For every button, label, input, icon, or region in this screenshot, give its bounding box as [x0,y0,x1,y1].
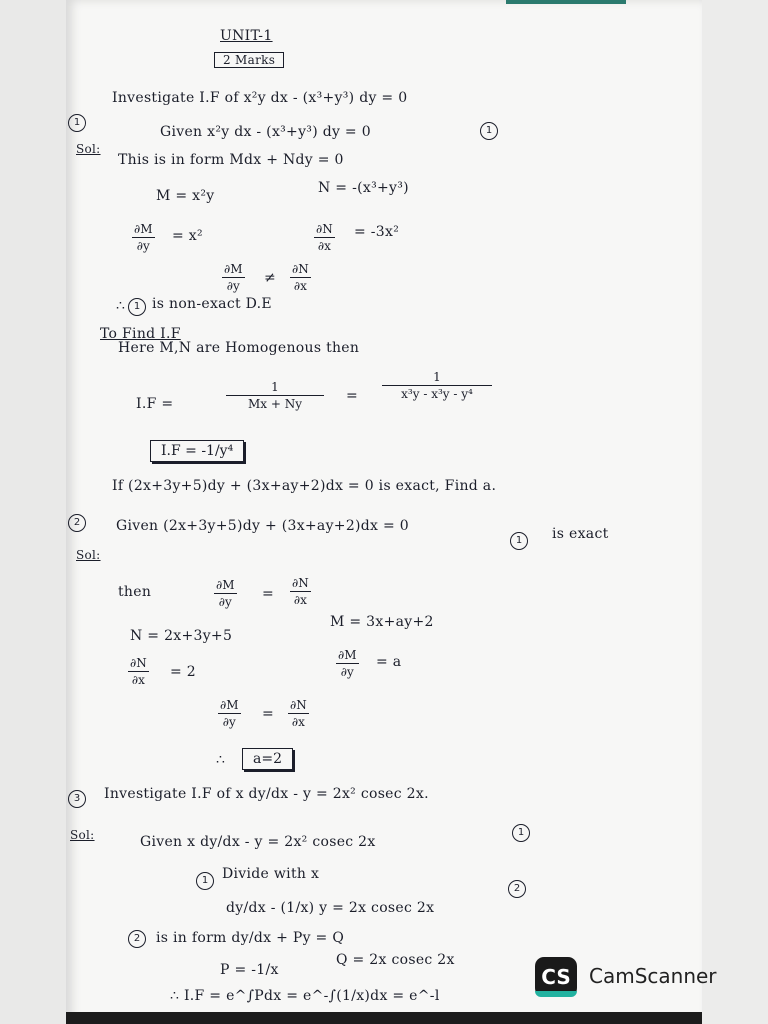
marks-box: 2 Marks [214,52,284,68]
unit-heading: UNIT-1 [220,28,273,44]
q2-m-def: M = 3x+ay+2 [330,614,434,630]
page-left-edge [0,0,66,1024]
q1-question: Investigate I.F of x²y dx - (x³+y³) dy = 0 [112,90,408,106]
q1-non-exact: is non-exact D.E [152,296,272,312]
q3-if-line: ∴ I.F = e^∫Pdx = e^-∫(1/x)dx = e^-l [170,988,440,1004]
q3-given: Given x dy/dx - y = 2x² cosec 2x [140,834,376,850]
equation-ref: 1 [196,872,214,890]
sol-label: Sol: [76,548,101,562]
top-edge-mark [506,0,626,4]
equation-ref: 2 [508,880,526,898]
q1-form: This is in form Mdx + Ndy = 0 [118,152,344,168]
equals-sign: = [346,388,359,404]
question-number: 1 [68,114,86,132]
equation-ref: 1 [480,122,498,140]
q1-dn-dx-compare: ∂N ∂x [292,262,309,293]
therefore-symbol: ∴ [116,298,126,314]
q1-not-equal: ≠ [264,270,277,286]
q1-dn-value: = -3x² [354,224,400,240]
q2-dn-dx-final: ∂N ∂x [290,698,307,729]
camscanner-logo-icon: CS [535,957,577,997]
q1-if-fraction-1: 1 Mx + Ny [226,380,324,411]
q2-result-box: a=2 [242,748,293,770]
q1-given: Given x²y dx - (x³+y³) dy = 0 [160,124,371,140]
equation-ref: 2 [128,930,146,948]
q2-then: then [118,584,152,600]
q2-dn-value: = 2 [170,664,196,680]
q1-to-find: To Find I.F [100,326,181,342]
q1-dm-dy-compare: ∂M ∂y [224,262,243,293]
q3-p-def: P = -1/x [220,962,279,978]
question-number: 2 [68,514,86,532]
q2-dm-dy: ∂M ∂y [216,578,235,609]
q1-m-def: M = x²y [156,188,215,204]
q1-homogenous: Here M,N are Homogenous then [118,340,360,356]
q2-given-tail: is exact [552,526,609,542]
q1-dm-value: = x² [172,228,203,244]
q2-question: If (2x+3y+5)dy + (3x+ay+2)dx = 0 is exact, Find a. [112,478,497,494]
q3-question: Investigate I.F of x dy/dx - y = 2x² cosec 2x. [104,786,429,802]
q2-dm-value: = a [376,654,402,670]
q2-given: Given (2x+3y+5)dy + (3x+ay+2)dx = 0 [116,518,409,534]
therefore-symbol: ∴ [216,752,226,768]
q2-dn-dx-value: ∂N ∂x [130,656,147,687]
q1-if-fraction-2: 1 x³y - x³y - y⁴ [382,370,492,401]
q2-dm-dy-final: ∂M ∂y [220,698,239,729]
q1-dn-dx: ∂N ∂x [316,222,333,253]
sol-label: Sol: [76,142,101,156]
q1-result-box: I.F = -1/y⁴ [150,440,244,462]
equation-ref: 1 [128,298,146,316]
q2-dn-dx: ∂N ∂x [292,576,309,607]
q1-n-def: N = -(x³+y³) [318,180,409,196]
q1-if-lhs: I.F = [136,396,174,412]
q3-equation-2: dy/dx - (1/x) y = 2x cosec 2x [226,900,435,916]
q1-dm-dy: ∂M ∂y [134,222,153,253]
q3-divide: Divide with x [222,866,320,882]
equation-ref: 1 [510,532,528,550]
sol-label: Sol: [70,828,95,842]
camscanner-brand: CamScanner [589,964,717,988]
equals-sign: = [262,586,275,602]
q2-n-def: N = 2x+3y+5 [130,628,233,644]
question-number: 3 [68,790,86,808]
equals-sign: = [262,706,275,722]
q3-q-def: Q = 2x cosec 2x [336,952,455,968]
q3-form: is in form dy/dx + Py = Q [156,930,345,946]
equation-ref: 1 [512,824,530,842]
bottom-edge [66,1012,702,1024]
page-right-edge [702,0,768,1024]
q2-dm-dy-value: ∂M ∂y [338,648,357,679]
